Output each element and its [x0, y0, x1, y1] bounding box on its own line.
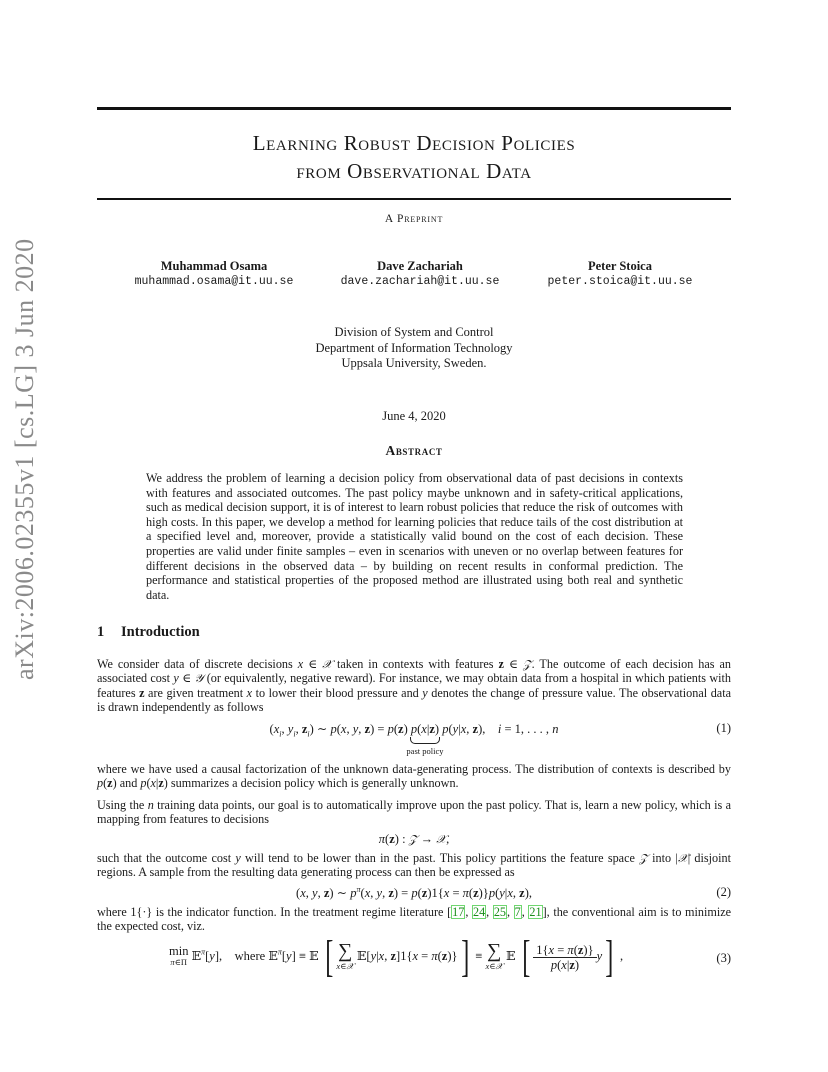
author-2: [320, 258, 520, 290]
abstract-heading: Abstract: [385, 443, 443, 458]
citation-link[interactable]: 17: [452, 905, 465, 919]
author-3: [520, 258, 720, 290]
author-name: Dave Zachariah: [377, 259, 463, 273]
equation-3: min π∈Π 𝔼$^\pi$[y], where 𝔼$^\pi$[y] ≡ 𝔼 [ ∑ x∈𝒳 𝔼[y|x, z]1{x = π(z)}] ≡ ∑ x∈𝒳 𝔼 [ $\frac{1\{x = \pi(z)\}}{p(x|z)}$ y] , (3): [169, 932, 731, 981]
body-paragraph-3: Using the n training data points, our goal is to automatically improve upon the past policy. That is, learn a new policy, which is a mapping from features to decisions: [97, 798, 731, 827]
author-name: Muhammad Osama: [160, 259, 268, 273]
title-bottom-rule: [97, 198, 731, 200]
min-operator: min π∈Π: [169, 944, 189, 967]
section-title: Introduction: [121, 624, 200, 640]
affiliation-line-2: Department of Information Technology: [315, 340, 513, 355]
author-email[interactable]: muhammad.osama@it.uu.se: [134, 275, 294, 288]
body-paragraph-5: where 1{·} is the indicator function. In the treatment regime literature [17, 24, 25, 7, 21], the conventional aim is to minimize the expected cost, viz.: [97, 905, 732, 934]
title-line-1: Learning Robust Decision Policies: [252, 131, 576, 155]
arxiv-identifier: arXiv:2006.02355v1 [cs.LG] 3 Jun 2020: [10, 238, 39, 680]
citation-link[interactable]: 24: [472, 905, 486, 919]
underbrace-past-policy: p(x|z) past policy: [406, 722, 444, 756]
body-paragraph-2: where we have used a causal factorization of the unknown data-generating process. The distribution of contexts is described by p(z) and p(x|z) summarizes a decision policy which is generally unknown.: [97, 762, 731, 791]
citation-link[interactable]: 21: [529, 905, 542, 919]
equation-2: (x, y, z) ∼ $p^\pi(x$, y, z) = p(z)1{x = π(z)}p(y|x, z), (2): [296, 885, 731, 901]
affiliation-line-1: Division of System and Control: [334, 325, 494, 339]
citation-link[interactable]: 7: [514, 905, 521, 919]
where-label: where: [234, 948, 266, 963]
body-paragraph-4: such that the outcome cost y will tend to be lower than in the past. This policy partitions the feature space 𝒵 into |𝒳| disjoint regions. A sample from the resulting data generating process can then be expressed as: [97, 851, 731, 880]
abstract-text: We address the problem of learning a decision policy from observational data of past decisions in contexts with features and associated outcomes. The past policy maybe unknown and in safety-critical applications, such as medical decision support, it is of interest to learn robust policies that reduce the risk of outcomes with high costs. In this paper, we develop a method for learning policies that reduce tails of the cost distribution at a specified level and, moreover, provide a statistically valid bound on the cost of each decision. These properties are valid under finite samples – even in scenarios with uneven or no overlap between features for different decisions in the observed data – by building on recent results in conformal prediction. The performance and statistical properties of the proposed method are illustrated using both real and synthetic data.: [146, 471, 683, 602]
equation-number: (1): [716, 721, 731, 735]
equation-1: ($x_i$, $y_i$, $z_i$) ∼ p(x, y, z) = p(z) p(x|z) past policy p(y|x, z), i = 1, . . . , n (1): [269, 721, 731, 756]
section-number: 1: [97, 624, 105, 640]
preprint-label: A Preprint: [384, 213, 444, 225]
paper-date: June 4, 2020: [382, 409, 446, 423]
top-rule: [97, 107, 731, 110]
section-heading: [97, 624, 200, 641]
affiliation-line-3: Uppsala University, Sweden.: [341, 356, 487, 370]
paper-title: [97, 129, 731, 185]
author-email[interactable]: dave.zachariah@it.uu.se: [340, 275, 500, 288]
equation-number: (2): [716, 885, 731, 899]
author-email[interactable]: peter.stoica@it.uu.se: [547, 275, 693, 288]
underbrace-label: past policy: [406, 746, 444, 756]
author-name: Peter Stoica: [588, 259, 652, 273]
body-paragraph-1: We consider data of discrete decisions x ∈ 𝒳 taken in contexts with features z ∈ 𝒵. The outcome of each decision has an associated cost y ∈ 𝒴 (or equivalently, negative reward). For instance, we may obtain data from a hospital in which patients with features z are given treatment x to lower their blood pressure and y denotes the change of pressure value. The observational data is drawn independently as follows: [97, 657, 731, 715]
equation-number: (3): [716, 951, 731, 965]
affiliation: [97, 325, 731, 372]
policy-mapping: π(z) : 𝒵 → 𝒳,: [378, 832, 450, 846]
title-line-2: from Observational Data: [296, 159, 532, 183]
author-1: [114, 258, 314, 290]
citation-link[interactable]: 25: [493, 905, 507, 919]
